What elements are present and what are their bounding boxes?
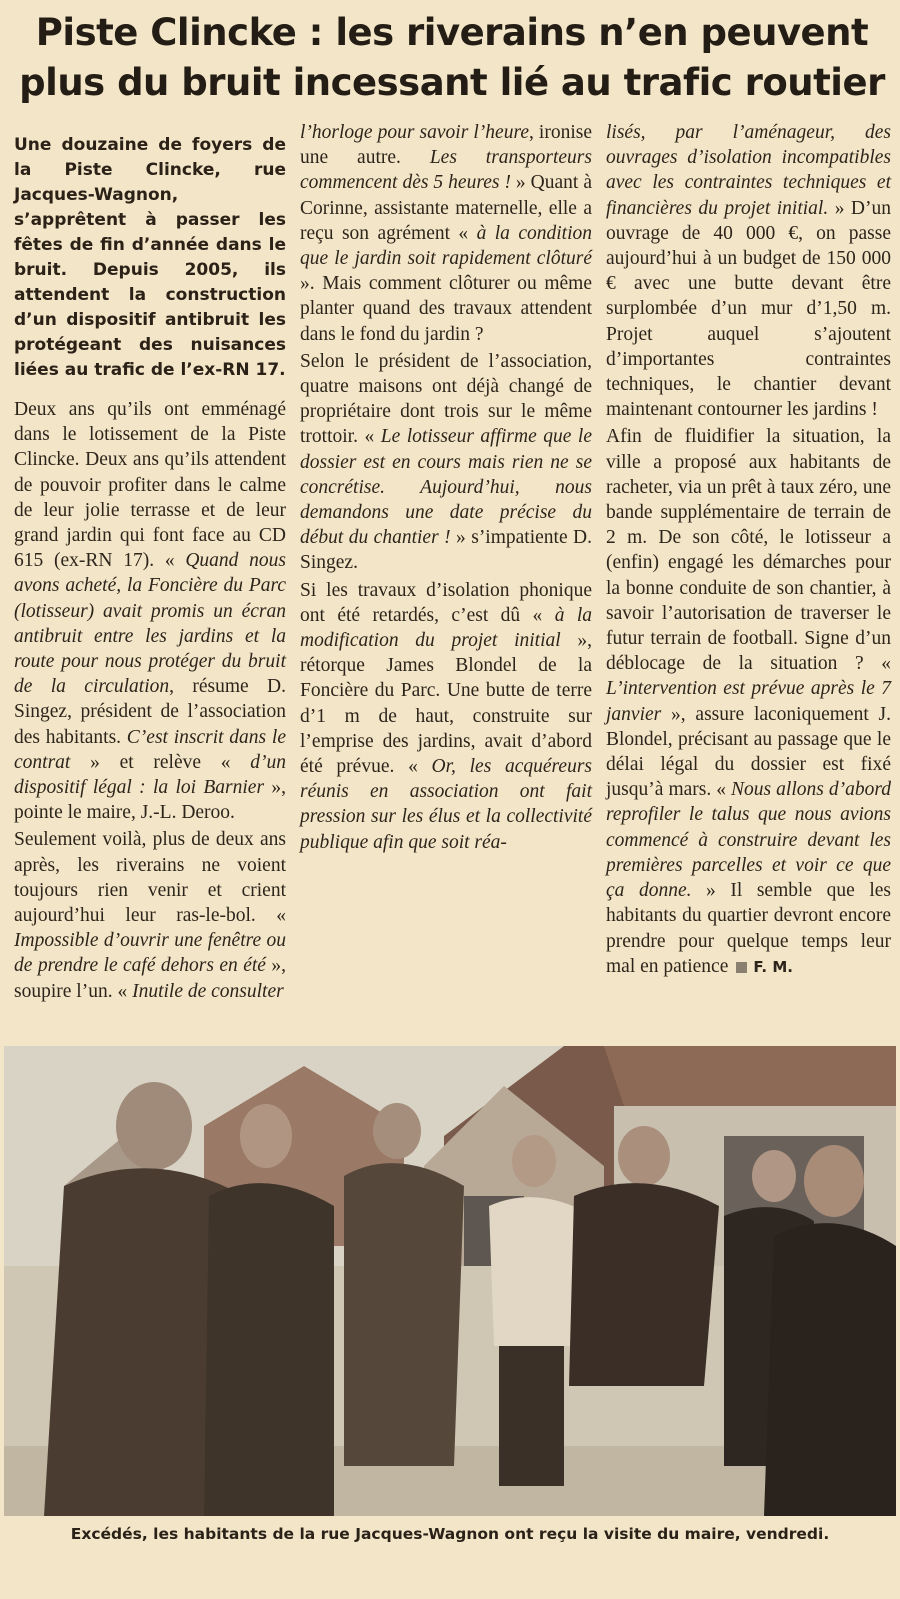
article-photo [4, 1046, 896, 1516]
paragraph: l’horloge pour savoir l’heure, ironise une autre. Les transporteurs commencent dès 5 heures ! » Quant à Corinne, assistante maternelle, elle a reçu son agrément « à la condition que le jardin soit rapidement clôturé ». Mais comment clôturer ou même planter quand des travaux attendent dans le fond du jardin ? [300, 122, 593, 345]
headline: Piste Clincke : les riverains n’en peuvent plus du bruit incessant lié au trafic routier [19, 11, 885, 104]
paragraph: Si les travaux d’isolation phonique ont été retardés, c’est dû « à la modification du projet initial », rétorque James Blondel de la Foncière du Parc. Une butte de terre d’1 m de haut, construite sur l’emprise des jardins, avait d’abord été prévue. « Or, les acquéreurs réunis en association ont fait pression sur les élus et la collectivité publique afin que soit réa- [300, 579, 593, 853]
column-1 [14, 133, 286, 1004]
paragraph: Afin de fluidifier la situation, la ville a proposé aux habitants de racheter, via un prêt à taux zéro, une bande supplémentaire de terrain de 2 m. De son côté, le lotisseur a (enfin) engagé les démarches pour la bonne conduite de son chantier, à savoir l’autorisation de traverser le futur terrain de football. Signe d’un déblocage de la situation ? « L’intervention est prévue après le 7 janvier », assure laconiquement J. Blondel, précisant au passage que le délai légal du dossier est fixé jusqu’à mars. « Nous allons d’abord reprofiler le talus que nous avions commencé à construire devant les premières parcelles et voir ce que ça donne. » Il semble que les habitants du quartier devront encore prendre pour quelque temps leur mal en patience F. M. [606, 426, 891, 977]
column-2 [300, 120, 592, 855]
column-3 [606, 120, 891, 980]
end-square-icon [736, 962, 747, 973]
paragraph: lisés, par l’aménageur, des ouvrages d’isolation incompatibles avec les contraintes techniques et financières du projet initial. » D’un ouvrage de 40 000 €, on passe aujourd’hui à un budget de 150 000 € avec une butte devant être surplombée d’un mur d’1,50 m. Projet auquel s’ajoutent d’importantes contraintes techniques, le chantier devant maintenant contourner les jardins ! [606, 122, 891, 421]
paragraph: Deux ans qu’ils ont emménagé dans le lotissement de la Piste Clincke. Deux ans qu’ils attendent de pouvoir profiter dans le calme de leur jolie terrasse et de leur grand jardin qui font face au CD 615 (ex-RN 17). « Quand nous avons acheté, la Foncière du Parc (lotisseur) avait promis un écran antibruit entre les jardins et la route pour nous protéger du bruit de la circulation, résume D. Singez, président de l’association des habitants. C’est inscrit dans le contrat » et relève « d’un dispositif légal : la loi Barnier », pointe le maire, J.-L. Deroo. [14, 399, 286, 824]
photo-caption: Excédés, les habitants de la rue Jacques-Wagnon ont reçu la visite du maire, vendredi. [70, 1525, 830, 1543]
paragraph: Selon le président de l’association, quatre maisons ont déjà changé de propriétaire dont trois sur le même trottoir. « Le lotisseur affirme que le dossier est en cours mais rien ne se concrétise. Aujourd’hui, nous demandons une date précise du début du chantier ! » s’impatiente D. Singez. [300, 350, 592, 574]
lead-paragraph: Une douzaine de foyers de la Piste Clincke, rue Jacques-Wagnon, s’apprêtent à passer les fêtes de fin d’année dans le bruit. Depuis 2005, ils attendent la construction d’un dispositif antibruit les protégeant des nuisances liées au trafic de l’ex-RN 17. [14, 135, 286, 380]
paragraph: Seulement voilà, plus de deux ans après, les riverains ne voient toujours rien venir et crient aujourd’hui leur ras-le-bol. « Impossible d’ouvrir une fenêtre ou de prendre le café dehors en été », soupire l’un. « Inutile de consulter [14, 829, 286, 1002]
byline: F. M. [753, 957, 793, 976]
